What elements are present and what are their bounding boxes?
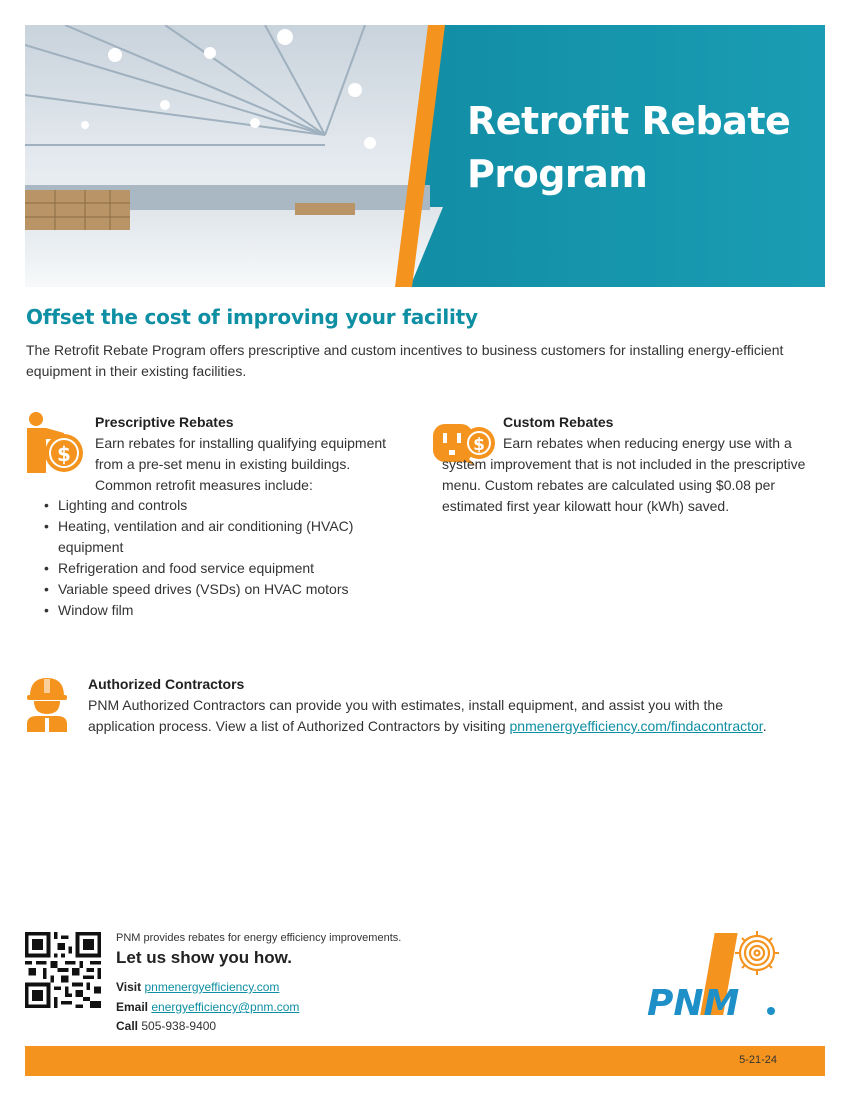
prescriptive-bullets (44, 495, 398, 621)
list-item: • Lighting and controls (44, 495, 398, 516)
list-item: • Refrigeration and food service equipment (44, 558, 398, 579)
list-item: • Heating, ventilation and air conditioning (HVAC) equipment (44, 516, 398, 558)
hero-title-line1: Retrofit Rebate (467, 99, 791, 143)
hero-title (467, 95, 817, 201)
document-date: 5-21-24 (739, 1054, 777, 1066)
find-contractor-link[interactable]: pnmenergyefficiency.com/findacontractor (509, 718, 763, 734)
footer-visit-line (116, 980, 279, 994)
call-label: Call (116, 1019, 139, 1033)
hero-banner (25, 25, 825, 287)
custom-title: Custom Rebates (503, 414, 614, 430)
custom-text: Earn rebates when reducing energy use with a system improvement that is not included in the prescriptive menu. Custom rebates are calculated using $0.08 per estimated first year kilowatt hour (kWh) saved. (442, 435, 806, 514)
qr-code[interactable] (25, 932, 101, 1008)
contractors-text (88, 695, 788, 737)
warehouse-photo (25, 25, 443, 287)
email-label: Email (116, 1000, 149, 1014)
visit-link[interactable]: pnmenergyefficiency.com (144, 980, 280, 994)
pnm-logo (645, 931, 780, 1021)
contractors-text-body: PNM Authorized Contractors can provide you with estimates, install equipment, and assist you with the application process. View a list of Authorized Contractors by visiting (88, 697, 723, 734)
svg-text:$: $ (473, 435, 485, 455)
prescriptive-text: Earn rebates for installing qualifying equipment from a pre-set menu in existing buildings. Common retrofit measures include: (95, 435, 387, 493)
footer-intro: PNM provides rebates for energy efficiency improvements. (116, 932, 402, 944)
footer-headline: Let us show you how. (116, 948, 292, 967)
hero-title-line2: Program (467, 152, 648, 196)
email-link[interactable]: energyefficiency@pnm.com (151, 1000, 300, 1014)
prescriptive-title: Prescriptive Rebates (95, 414, 234, 430)
prescriptive-rebate-icon (24, 411, 86, 475)
footer-email-line (116, 1000, 299, 1014)
contractor-hardhat-icon (25, 676, 69, 732)
svg-text:$: $ (57, 442, 71, 466)
pnm-logo-text: PNM (647, 983, 740, 1021)
list-item: • Variable speed drives (VSDs) on HVAC motors (44, 579, 398, 600)
intro-paragraph: The Retrofit Rebate Program offers prescriptive and custom incentives to business customers for installing energy-efficient equipment in their existing facilities. (26, 342, 784, 379)
phone-number: 505-938-9400 (141, 1019, 217, 1033)
contractors-text-end: . (762, 718, 767, 734)
footer-bar (25, 1046, 825, 1076)
contractors-title: Authorized Contractors (88, 676, 245, 692)
footer-call-line (116, 1019, 216, 1033)
visit-label: Visit (116, 980, 142, 994)
page-headline: Offset the cost of improving your facility (26, 305, 478, 329)
list-item: • Window film (44, 600, 398, 621)
